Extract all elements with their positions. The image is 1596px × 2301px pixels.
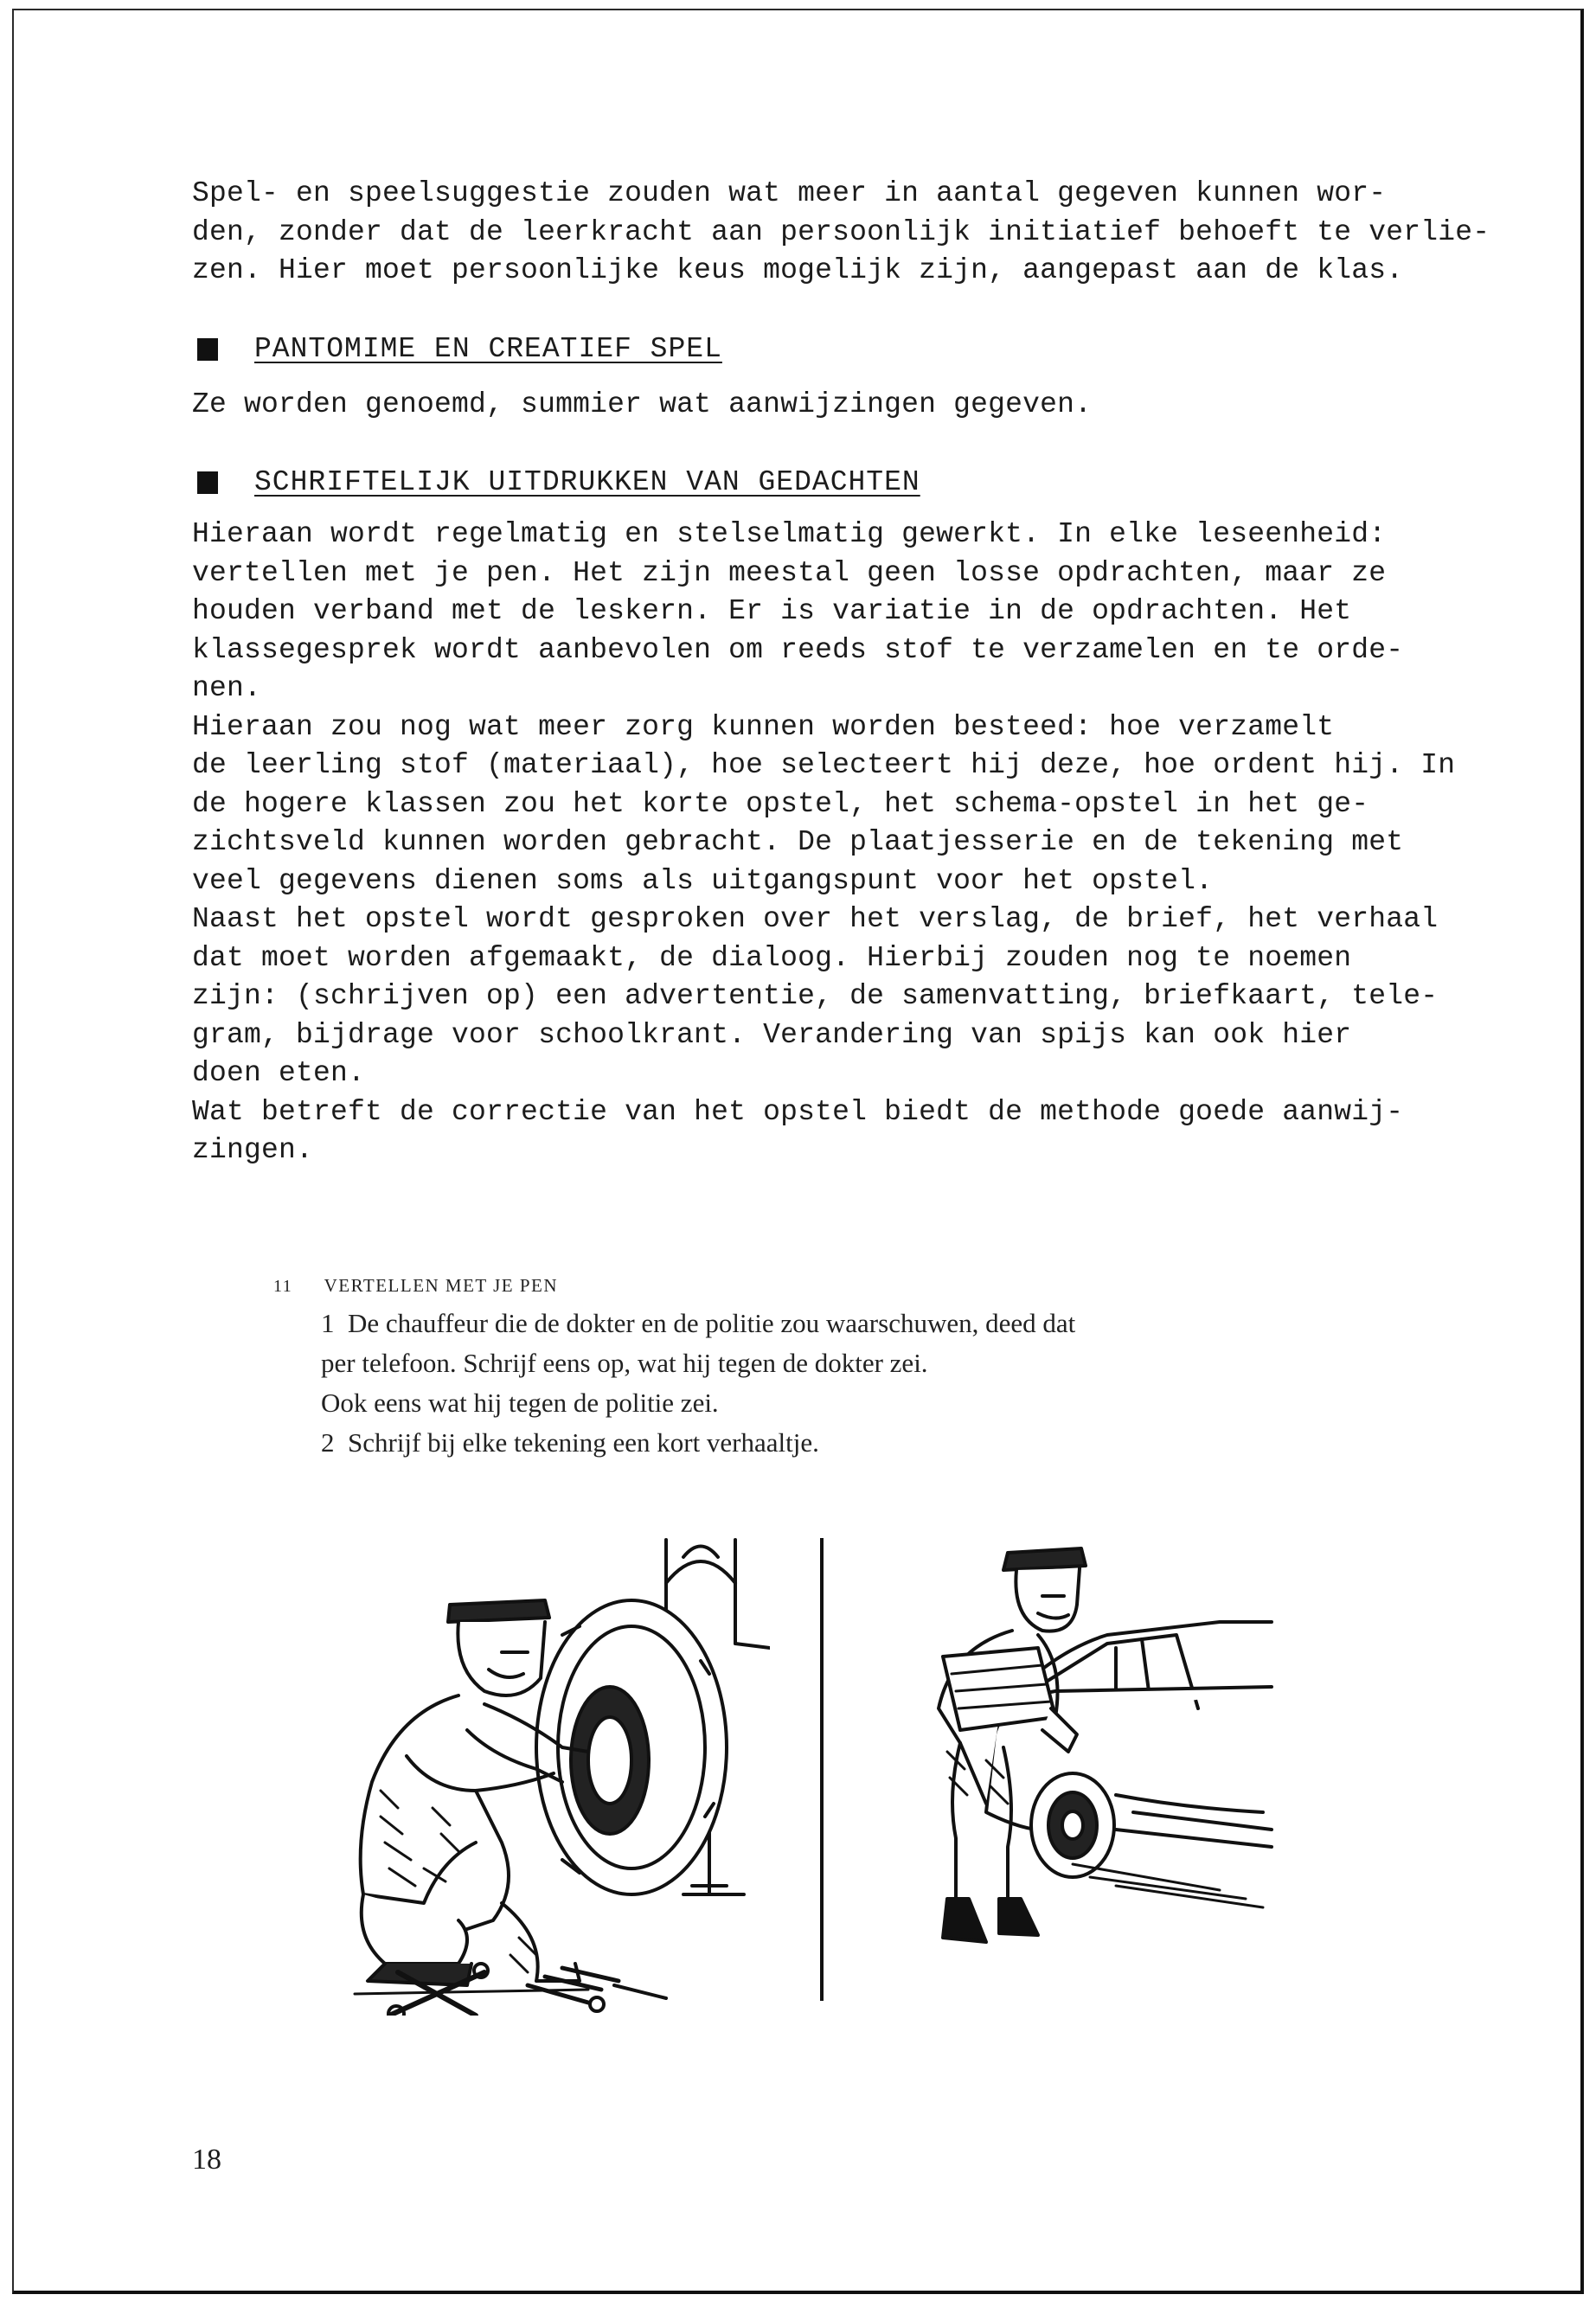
text-line: dat moet worden afgemaakt, de dialoog. Hierbij zouden nog te noemen bbox=[192, 941, 1352, 974]
page-number: 18 bbox=[192, 2144, 221, 2176]
item-number: 2 bbox=[321, 1427, 335, 1458]
item-text: Schrijf bij elke tekening een kort verhaaltje. bbox=[348, 1427, 819, 1458]
text-line: vertellen met je pen. Het zijn meestal geen losse opdrachten, maar ze bbox=[192, 556, 1387, 589]
text-line: zichtsveld kunnen worden gebracht. De plaatjesserie en de tekening met bbox=[192, 826, 1404, 858]
text-line: nen. bbox=[192, 672, 262, 704]
text-line: klassegesprek wordt aanbevolen om reeds stof te verzamelen en te orde- bbox=[192, 633, 1404, 666]
exercise-item-2 bbox=[321, 1423, 1398, 1463]
text-line: de leerling stof (materiaal), hoe selecteert hij deze, hoe ordent hij. In bbox=[192, 749, 1456, 781]
section-heading-schriftelijk bbox=[197, 464, 920, 503]
section1-text bbox=[192, 386, 1438, 425]
bullet-square-icon bbox=[197, 471, 218, 494]
exercise-title-row bbox=[273, 1268, 1398, 1304]
text-line: doen eten. bbox=[192, 1057, 366, 1089]
item-number: 1 bbox=[321, 1308, 335, 1338]
text-line: Ook eens wat hij tegen de politie zei. bbox=[321, 1388, 719, 1418]
section2-body bbox=[192, 516, 1456, 1170]
text-line: Wat betreft de correctie van het opstel biedt de methode goede aanwij- bbox=[192, 1095, 1404, 1128]
section-heading-text: PANTOMIME EN CREATIEF SPEL bbox=[254, 333, 722, 365]
section-heading-pantomime bbox=[197, 330, 722, 369]
text-line: Naast het opstel wordt gesproken over het verslag, de brief, het verhaal bbox=[192, 903, 1439, 935]
illustration-divider bbox=[820, 1538, 824, 2001]
mechanic-changing-tire-drawing bbox=[303, 1531, 770, 2016]
bullet-square-icon bbox=[197, 338, 218, 361]
text-line: Hieraan wordt regelmatig en stelselmatig gewerkt. In elke leseenheid: bbox=[192, 518, 1387, 550]
intro-paragraph bbox=[192, 175, 1490, 291]
text-line: de hogere klassen zou het korte opstel, het schema-opstel in het ge- bbox=[192, 787, 1369, 820]
exercise-item-1 bbox=[321, 1304, 1398, 1343]
text-line: gram, bijdrage voor schoolkrant. Verandering van spijs kan ook hier bbox=[192, 1018, 1352, 1051]
section-heading-text: SCHRIFTELIJK UITDRUKKEN VAN GEDACHTEN bbox=[254, 466, 920, 498]
text-line: Hieraan zou nog wat meer zorg kunnen worden besteed: hoe verzamelt bbox=[192, 710, 1335, 743]
exercise-number: 11 bbox=[273, 1277, 293, 1296]
police-officer-by-car-drawing bbox=[856, 1535, 1306, 1951]
text-line: zijn: (schrijven op) een advertentie, de samenvatting, briefkaart, tele- bbox=[192, 980, 1439, 1012]
exercise-title: VERTELLEN MET JE PEN bbox=[324, 1275, 559, 1296]
item-text: De chauffeur die de dokter en de politie zou waarschuwen, deed dat bbox=[348, 1308, 1076, 1338]
text-line: zingen. bbox=[192, 1134, 314, 1166]
text-line: den, zonder dat de leerkracht aan persoonlijk initiatief behoeft te verlie- bbox=[192, 215, 1490, 248]
text-line: houden verband met de leskern. Er is variatie in de opdrachten. Het bbox=[192, 595, 1352, 627]
exercise-block bbox=[273, 1268, 1398, 1463]
text-line: veel gegevens dienen soms als uitgangspunt voor het opstel. bbox=[192, 864, 1214, 897]
text-line: Spel- en speelsuggestie zouden wat meer in aantal gegeven kunnen wor- bbox=[192, 177, 1387, 209]
text-line: Ze worden genoemd, summier wat aanwijzingen gegeven. bbox=[192, 388, 1093, 420]
text-line: per telefoon. Schrijf eens op, wat hij tegen de dokter zei. bbox=[321, 1348, 928, 1378]
text-line: zen. Hier moet persoonlijke keus mogelijk zijn, aangepast aan de klas. bbox=[192, 254, 1404, 286]
